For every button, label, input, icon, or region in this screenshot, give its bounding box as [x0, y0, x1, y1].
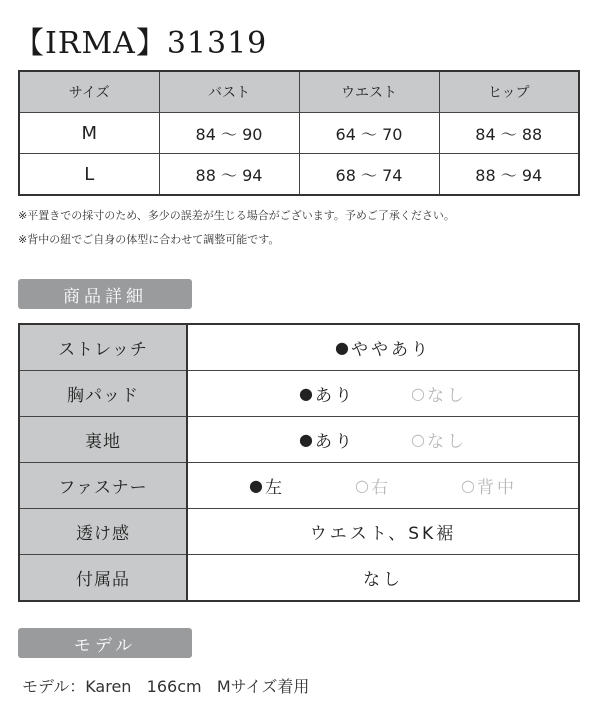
detail-row-stretch: [19, 324, 579, 371]
detail-label: 裏地: [19, 417, 187, 463]
option-selected: [335, 335, 431, 360]
waist-header: ウエスト: [299, 71, 439, 113]
hip-cell: 84 ～ 88: [439, 113, 579, 154]
option-text: 背中: [476, 478, 517, 498]
detail-label: 胸パッド: [19, 371, 187, 417]
option-text: なし: [426, 432, 467, 452]
option-text: ウエスト、SK裾: [309, 524, 457, 544]
detail-label: ファスナー: [19, 463, 187, 509]
note-line: ※背中の紐でご自身の体型に合わせて調整可能です。: [18, 233, 280, 246]
detail-row-fastener: [19, 463, 579, 509]
details-table: [18, 323, 580, 602]
empty-circle-icon: ○: [411, 384, 425, 403]
detail-row-sheerness: [19, 509, 579, 555]
detail-value: [187, 509, 579, 555]
size-table: [18, 70, 580, 196]
option-text: なし: [363, 570, 403, 590]
waist-cell: 68 ～ 74: [299, 154, 439, 196]
option-unselected: [355, 473, 391, 498]
page-title: 【IRMA】31319: [14, 26, 268, 61]
size-header: サイズ: [19, 71, 159, 113]
waist-cell: 64 ～ 70: [299, 113, 439, 154]
hip-cell: 88 ～ 94: [439, 154, 579, 196]
option-selected: [249, 473, 285, 498]
bust-cell: 84 ～ 90: [159, 113, 299, 154]
size-cell: M: [19, 113, 159, 154]
empty-circle-icon: ○: [411, 430, 425, 449]
size-cell: L: [19, 154, 159, 196]
note-line: ※平置きでの採寸のため、多少の誤差が生じる場合がございます。予めご了承ください。: [18, 209, 455, 222]
detail-value: [187, 417, 579, 463]
bust-header: バスト: [159, 71, 299, 113]
detail-row-bust-pad: [19, 371, 579, 417]
option-selected: [299, 427, 355, 452]
filled-circle-icon: ●: [249, 476, 264, 495]
empty-circle-icon: ○: [460, 476, 475, 495]
details-heading: 商品詳細: [18, 279, 192, 309]
table-row: [19, 113, 579, 154]
bust-cell: 88 ～ 94: [159, 154, 299, 196]
option-text: ややあり: [350, 340, 431, 360]
option-text: 右: [370, 478, 391, 498]
option-text: 左: [265, 478, 286, 498]
option-unselected: [461, 473, 517, 498]
option-text: なし: [426, 386, 467, 406]
model-heading: モデル: [18, 628, 192, 658]
detail-value: [187, 463, 579, 509]
size-table-header-row: [19, 71, 579, 113]
filled-circle-icon: ●: [299, 430, 313, 449]
option-selected: [299, 381, 355, 406]
model-info: モデル：Karen 166cm Mサイズ着用: [22, 677, 310, 696]
empty-circle-icon: ○: [355, 476, 369, 495]
detail-value: [187, 324, 579, 371]
option-text: あり: [315, 432, 355, 452]
hip-header: ヒップ: [439, 71, 579, 113]
filled-circle-icon: ●: [299, 384, 313, 403]
detail-value: [187, 555, 579, 602]
option-unselected: [411, 381, 467, 406]
measurement-notes: [18, 204, 455, 252]
option-unselected: [411, 427, 467, 452]
detail-row-accessories: [19, 555, 579, 602]
table-row: [19, 154, 579, 196]
detail-row-lining: [19, 417, 579, 463]
detail-value: [187, 371, 579, 417]
filled-circle-icon: ●: [335, 338, 349, 357]
detail-label: 付属品: [19, 555, 187, 602]
detail-label: ストレッチ: [19, 324, 187, 371]
option-text: あり: [315, 386, 355, 406]
detail-label: 透け感: [19, 509, 187, 555]
